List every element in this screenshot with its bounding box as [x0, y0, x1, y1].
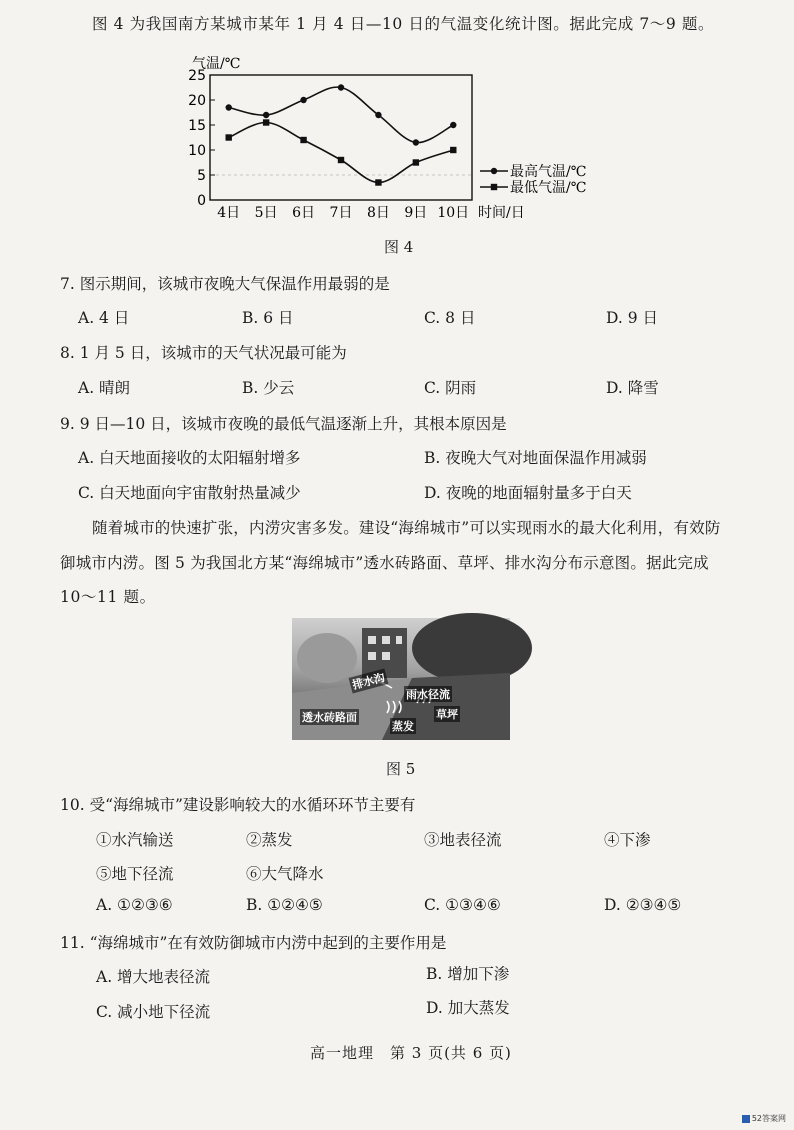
x-tick-label: 7日 [329, 205, 353, 221]
label-evaporation: 蒸发 [392, 720, 414, 733]
tree-canopy [412, 613, 532, 683]
q10-item-6: ⑥大气降水 [246, 865, 324, 883]
q10-option-c[interactable]: C. ①③④⑥ [424, 896, 501, 914]
label-runoff: 雨水径流 [406, 688, 450, 701]
point-0-3 [338, 84, 344, 90]
x-tick-label: 4日 [217, 205, 241, 221]
q10-option-d[interactable]: D. ②③④⑤ [604, 896, 682, 914]
q11-option-d[interactable]: D. 加大蒸发 [426, 999, 510, 1017]
point-1-1 [263, 119, 269, 125]
passage-line-1: 随着城市的快速扩张，内涝灾害多发。建设“海绵城市”可以实现雨水的最大化利用，有效防 [92, 519, 721, 537]
q8-option-a[interactable]: A. 晴朗 [78, 379, 131, 397]
x-tick-label: 6日 [292, 205, 316, 221]
sponge-city-photo [292, 618, 510, 740]
legend-label-1: 最低气温/℃ [510, 180, 587, 196]
y-tick-label: 0 [197, 193, 206, 209]
point-0-0 [226, 104, 232, 110]
temperature-line-chart [180, 42, 587, 222]
passage-line-3: 10～11 题。 [60, 588, 156, 606]
watermark-logo: 52答案网 [742, 1113, 786, 1124]
legend-marker-0 [491, 168, 497, 174]
point-1-3 [338, 157, 344, 163]
question-9-stem: 9. 9 日—10 日，该城市夜晚的最低气温逐渐上升，其根本原因是 [60, 415, 507, 433]
intro-fig4: 图 4 为我国南方某城市某年 1 月 4 日—10 日的气温变化统计图。据此完成 7～9 题。 [92, 15, 715, 33]
q10-option-a[interactable]: A. ①②③⑥ [96, 896, 173, 914]
q10-option-b[interactable]: B. ①②④⑤ [246, 896, 323, 914]
q10-item-2: ②蒸发 [246, 831, 293, 849]
y-tick-label: 20 [188, 93, 206, 109]
figure5-caption: 图 5 [386, 760, 416, 778]
y-tick-label: 5 [197, 168, 206, 184]
question-8-stem: 8. 1 月 5 日，该城市的天气状况最可能为 [60, 344, 347, 362]
point-0-2 [300, 97, 306, 103]
x-tick-label: 5日 [254, 205, 278, 221]
q9-option-c[interactable]: C. 白天地面向宇宙散射热量减少 [78, 484, 301, 502]
point-0-4 [375, 112, 381, 118]
q11-option-b[interactable]: B. 增加下渗 [426, 965, 510, 983]
q10-item-4: ④下渗 [604, 831, 651, 849]
point-1-6 [450, 147, 456, 153]
point-0-5 [413, 139, 419, 145]
y-tick-label: 25 [188, 68, 206, 84]
question-10-stem: 10. 受“海绵城市”建设影响较大的水循环环节主要有 [60, 796, 416, 814]
label-permeable-brick: 透水砖路面 [302, 711, 357, 724]
point-1-5 [413, 159, 419, 165]
q11-option-c[interactable]: C. 减小地下径流 [96, 1003, 211, 1021]
point-1-4 [375, 179, 381, 185]
y-axis-label: 气温/℃ [192, 56, 241, 72]
x-tick-label: 9日 [404, 205, 428, 221]
label-drain: 排水沟 [349, 668, 389, 693]
label-lawn: 草坪 [436, 708, 458, 721]
x-tick-label: 8日 [366, 205, 390, 221]
passage-line-2: 御城市内涝。图 5 为我国北方某“海绵城市”透水砖路面、草坪、排水沟分布示意图。据此完成 [60, 554, 709, 572]
q8-option-b[interactable]: B. 少云 [242, 379, 295, 397]
y-tick-label: 10 [188, 143, 206, 159]
q7-option-b[interactable]: B. 6 日 [242, 309, 294, 327]
figure4-caption: 图 4 [384, 238, 414, 256]
series-line-1 [229, 122, 454, 182]
q8-option-c[interactable]: C. 阴雨 [424, 379, 477, 397]
question-11-stem: 11. “海绵城市”在有效防御城市内涝中起到的主要作用是 [60, 934, 447, 952]
page-footer: 高一地理 第 3 页(共 6 页) [310, 1044, 512, 1062]
x-tick-label: 10日 [437, 205, 470, 221]
tree-left [297, 633, 357, 683]
q10-item-1: ①水汽输送 [96, 831, 174, 849]
point-1-2 [300, 137, 306, 143]
series-line-0 [229, 87, 454, 143]
q10-item-3: ③地表径流 [424, 831, 502, 849]
q7-option-c[interactable]: C. 8 日 [424, 309, 476, 327]
point-0-6 [450, 122, 456, 128]
q9-option-a[interactable]: A. 白天地面接收的太阳辐射增多 [78, 449, 301, 467]
point-0-1 [263, 112, 269, 118]
q10-item-5: ⑤地下径流 [96, 865, 174, 883]
x-axis-label: 时间/日 [478, 205, 525, 221]
q11-option-a[interactable]: A. 增大地表径流 [96, 968, 211, 986]
q8-option-d[interactable]: D. 降雪 [606, 379, 659, 397]
q7-option-a[interactable]: A. 4 日 [78, 309, 130, 327]
question-7-stem: 7. 图示期间，该城市夜晚大气保温作用最弱的是 [60, 275, 390, 293]
legend-marker-1 [491, 184, 497, 190]
legend-label-0: 最高气温/℃ [510, 164, 587, 180]
point-1-0 [226, 134, 232, 140]
q7-option-d[interactable]: D. 9 日 [606, 309, 659, 327]
y-tick-label: 15 [188, 118, 206, 134]
q9-option-d[interactable]: D. 夜晚的地面辐射量多于白天 [424, 484, 632, 502]
q9-option-b[interactable]: B. 夜晚大气对地面保温作用减弱 [424, 449, 647, 467]
